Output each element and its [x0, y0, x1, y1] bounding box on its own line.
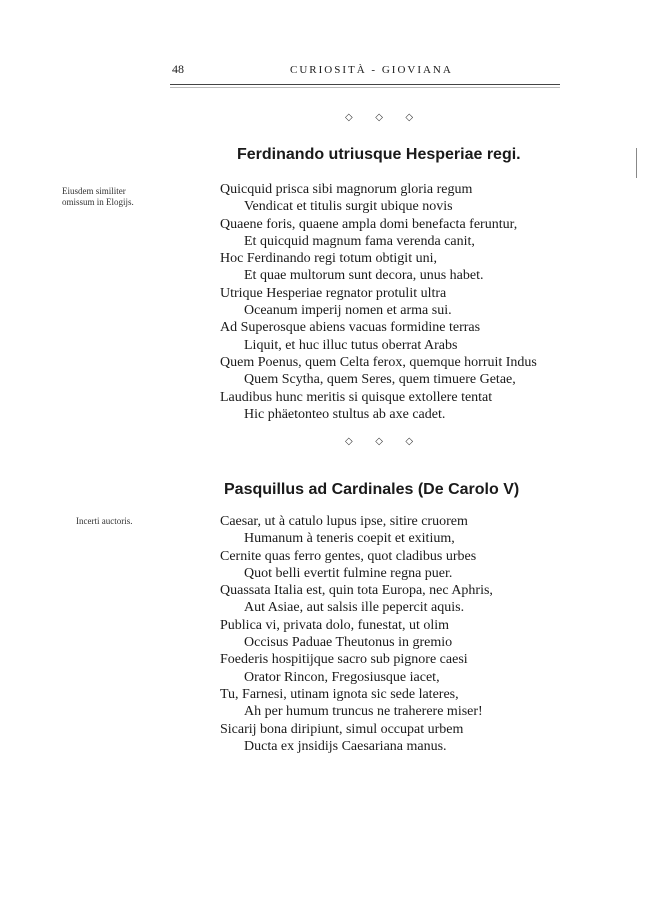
margin-note	[76, 516, 196, 527]
verse-line: Caesar, ut à catulo lupus ipse, sitire cruorem	[220, 514, 468, 529]
verse-line: Humanum à teneris coepit et exitium,	[244, 531, 455, 547]
verse-line: Foederis hospitijque sacro sub pignore caesi	[220, 652, 468, 668]
verse-line: Quaene foris, quaene ampla domi benefacta feruntur,	[220, 216, 518, 232]
margin-note-line: omissum in Elogijs.	[62, 197, 134, 207]
margin-note-line: Incerti auctoris.	[76, 516, 133, 526]
verse-line: Tu, Farnesi, utinam ignota sic sede lateres,	[220, 686, 459, 702]
verse-line: Hic phäetonteo stultus ab axe cadet.	[244, 406, 446, 422]
page-header	[0, 62, 646, 86]
verse-line: Publica vi, privata dolo, funestat, ut olim	[220, 617, 450, 633]
verse-line: Ad Superosque abiens vacuas formidine terras	[220, 320, 481, 336]
verse-line: Laudibus hunc meritis si quisque extollere tentat	[220, 389, 493, 405]
header-rule-thin	[170, 87, 560, 88]
verse-line: Et quae multorum sunt decora, unus habet.	[244, 268, 484, 284]
ornament-divider: ◇ ◇ ◇	[345, 112, 424, 123]
verse-line: Vendicat et titulis surgit ubique novis	[244, 199, 453, 215]
verse-line: Aut Asiae, aut salsis ille pepercit aquis.	[244, 600, 465, 616]
verse-line: Ah per humum truncus ne traherere miser!	[244, 704, 483, 720]
poem-verses	[220, 181, 537, 423]
running-title: CURIOSITÀ - GIOVIANA	[290, 64, 453, 76]
verse-line: Orator Rincon, Fregosiusque iacet,	[244, 669, 440, 685]
verse-line: Liquit, et huc illuc tutus oberrat Arabs	[244, 337, 458, 353]
verse-line: Utrique Hesperiae regnator protulit ultra	[220, 285, 447, 301]
poem-verses	[220, 513, 493, 755]
verse-line: Cernite quas ferro gentes, quot cladibus urbes	[220, 548, 477, 564]
verse-line: Quot belli evertit fulmine regna puer.	[244, 565, 453, 581]
verse-line: Quicquid prisca sibi magnorum gloria regum	[220, 182, 473, 197]
margin-note-line: Eiusdem similiter	[62, 186, 126, 196]
page-edge-mark	[636, 148, 637, 178]
verse-line: Quem Poenus, quem Celta ferox, quemque horruit Indus	[220, 354, 537, 370]
header-rule	[170, 84, 560, 85]
verse-line: Quassata Italia est, quin tota Europa, nec Aphris,	[220, 583, 493, 599]
verse-line: Ducta ex jnsidijs Caesariana manus.	[244, 738, 447, 754]
verse-line: Occisus Paduae Theutonus in gremio	[244, 635, 453, 651]
verse-line: Quem Scytha, quem Seres, quem timuere Getae,	[244, 372, 516, 388]
ornament-divider: ◇ ◇ ◇	[345, 436, 424, 447]
verse-line: Et quicquid magnum fama verenda canit,	[244, 233, 475, 249]
margin-note	[62, 186, 182, 208]
verse-line: Sicarij bona diripiunt, simul occupat urbem	[220, 721, 464, 737]
verse-line: Hoc Ferdinando regi totum obtigit uni,	[220, 251, 437, 267]
verse-line: Oceanum imperij nomen et arma sui.	[244, 303, 452, 319]
poem-title: Ferdinando utriusque Hesperiae regi.	[237, 146, 521, 163]
page-number: 48	[172, 62, 184, 76]
poem-title: Pasquillus ad Cardinales (De Carolo V)	[224, 481, 520, 498]
